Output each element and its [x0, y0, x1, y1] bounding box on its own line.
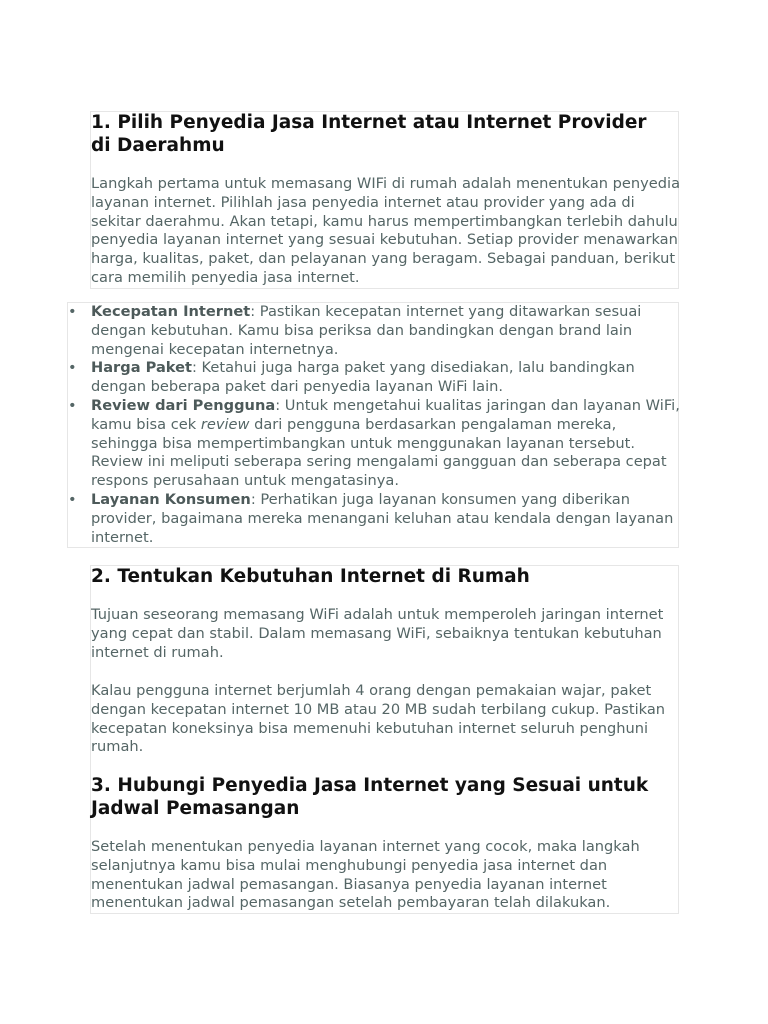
bullet-icon: • [68, 359, 77, 377]
section-2-paragraph-1: Tujuan seseorang memasang WiFi adalah untuk memperoleh jaringan internet yang cepat dan stabil. Dalam memasang WiFi, sebaiknya tentukan kebutuhan internet di rumah. [91, 606, 664, 661]
list-item-harga [68, 359, 683, 397]
list-item-emphasis: review [200, 415, 250, 433]
bullet-icon: • [68, 396, 77, 414]
list-item-text: dari pengguna berdasarkan pengalaman mereka, sehingga bisa mempertimbangkan untuk menggunakan layanan tersebut. Review ini meliputi seberapa sering mengalami gangguan dan seberapa cepat respons perusahaan untuk mengatasinya. [91, 415, 667, 490]
provider-criteria-list [68, 303, 683, 547]
list-item-term: Layanan Konsumen [91, 490, 251, 508]
list-item-term: Review dari Pengguna [91, 396, 276, 414]
list-item-review [68, 396, 683, 491]
list-item-term: Kecepatan Internet [91, 303, 251, 320]
section-1-intro: Langkah pertama untuk memasang WIFi di rumah adalah menentukan penyedia layanan internet. Pilihlah jasa penyedia internet atau provider yang ada di sekitar daerahmu. Akan tetapi, kamu harus mempertimbangkan terlebih dahulu penyedia layanan internet yang sesuai kebutuhan. Setiap provider menawarkan harga, kualitas, paket, dan pelayanan yang beragam. Sebagai panduan, berikut cara memilih penyedia jasa internet. [91, 175, 681, 286]
list-item-text: : Untuk mengetahui kualitas jaringan dan layanan WiFi, kamu bisa cek [91, 396, 680, 433]
section-1-heading: 1. Pilih Penyedia Jasa Internet atau Internet Provider di Daerahmu [91, 112, 647, 156]
list-item-term: Harga Paket [91, 359, 192, 377]
bullet-icon: • [68, 490, 77, 508]
section-2-paragraph-2: Kalau pengguna internet berjumlah 4 orang dengan pemakaian wajar, paket dengan kecepatan internet 10 MB atau 20 MB sudah terbilang cukup. Pastikan kecepatan koneksinya bisa memenuhi kebutuhan internet seluruh penghuni rumah. [91, 682, 666, 756]
section-3-heading: 3. Hubungi Penyedia Jasa Internet yang Sesuai untuk Jadwal Pemasangan [91, 775, 649, 819]
list-item-layanan [68, 490, 683, 547]
list-item-text: : Ketahui juga harga paket yang disediakan, lalu bandingkan dengan beberapa paket dari penyedia layanan WiFi lain. [91, 359, 635, 396]
list-item-text: : Pastikan kecepatan internet yang ditawarkan sesuai dengan kebutuhan. Kamu bisa periksa dan bandingkan dengan brand lain mengenai kecepatan internetnya. [91, 303, 642, 358]
list-item-text: : Perhatikan juga layanan konsumen yang diberikan provider, bagaimana mereka menangani keluhan atau kendala dengan layanan internet. [91, 490, 674, 546]
list-item-kecepatan [68, 303, 683, 359]
section-3-paragraph-1: Setelah menentukan penyedia layanan internet yang cocok, maka langkah selanjutnya kamu bisa mulai menghubungi penyedia jasa internet dan menentukan jadwal pemasangan. Biasanya penyedia layanan internet menentukan jadwal pemasangan setelah pembayaran telah dilakukan. [91, 838, 640, 912]
section-2-heading: 2. Tentukan Kebutuhan Internet di Rumah [91, 566, 530, 587]
bullet-icon: • [68, 303, 77, 320]
